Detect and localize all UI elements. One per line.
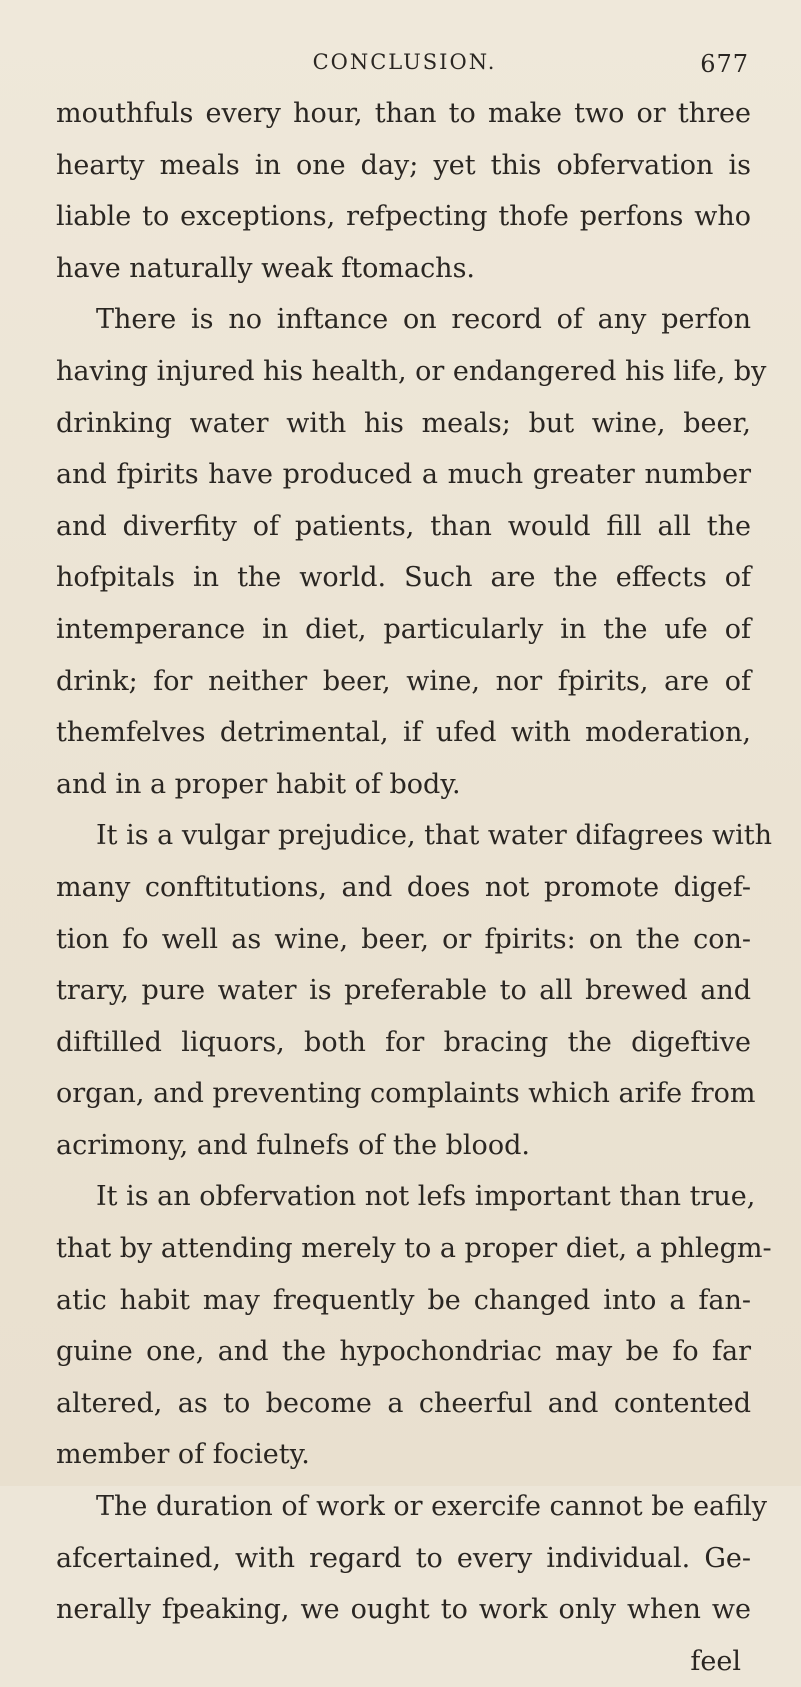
text-line: atic habit may frequently be changed into a fan- <box>56 1284 751 1316</box>
text-line: altered, as to become a cheerful and contented <box>56 1387 751 1419</box>
text-line: and fpirits have produced a much greater number <box>56 459 751 491</box>
text-line: that by attending merely to a proper diet, a phlegm- <box>56 1233 772 1265</box>
running-head <box>60 50 749 86</box>
text-line: having injured his health, or endangered his life, by <box>56 355 767 387</box>
text-line: mouthfuls every hour, than to make two or three <box>56 98 751 129</box>
text-line: afcertained, with regard to every individual. Ge- <box>56 1542 751 1574</box>
text-line: acrimony, and fulnefs of the blood. <box>56 1129 530 1161</box>
text-line: It is a vulgar prejudice, that water difagrees with <box>96 820 772 852</box>
text-line: guine one, and the hypochondriac may be fo far <box>56 1336 751 1368</box>
text-line: organ, and preventing complaints which arife from <box>56 1078 756 1110</box>
text-line: many conftitutions, and does not promote digef- <box>56 871 751 903</box>
text-line: intemperance in diet, particularly in the ufe of <box>56 613 751 645</box>
text-line: hearty meals in one day; yet this obfervation is <box>56 149 751 181</box>
text-body <box>56 88 772 1687</box>
text-line: It is an obfervation not lefs important than true, <box>96 1181 756 1213</box>
text-line: drink; for neither beer, wine, nor fpirits, are of <box>56 665 751 697</box>
text-line: liable to exceptions, refpecting thofe perfons who <box>56 201 751 233</box>
text-line: and diverfity of patients, than would fill all the <box>56 510 751 542</box>
text-line: have naturally weak ftomachs. <box>56 252 476 284</box>
text-line: trary, pure water is preferable to all brewed and <box>56 975 751 1007</box>
catchword: feel <box>690 1645 741 1677</box>
text-line: hofpitals in the world. Such are the effects of <box>56 562 751 594</box>
page-number: 677 <box>700 50 749 78</box>
text-line: and in a proper habit of body. <box>56 768 461 800</box>
running-title: CONCLUSION. <box>312 50 497 74</box>
text-line: tion fo well as wine, beer, or fpirits: on the con- <box>56 923 751 955</box>
text-line: The duration of work or exercife cannot be eafily <box>96 1491 768 1523</box>
text-line: There is no inftance on record of any perfon <box>96 304 751 336</box>
text-line: diftilled liquors, both for bracing the digeftive <box>56 1026 751 1058</box>
text-line: member of fociety. <box>56 1439 310 1471</box>
text-line: drinking water with his meals; but wine, beer, <box>56 407 751 439</box>
text-line: nerally fpeaking, we ought to work only when we <box>56 1594 751 1626</box>
text-line: themfelves detrimental, if ufed with moderation, <box>56 717 751 749</box>
